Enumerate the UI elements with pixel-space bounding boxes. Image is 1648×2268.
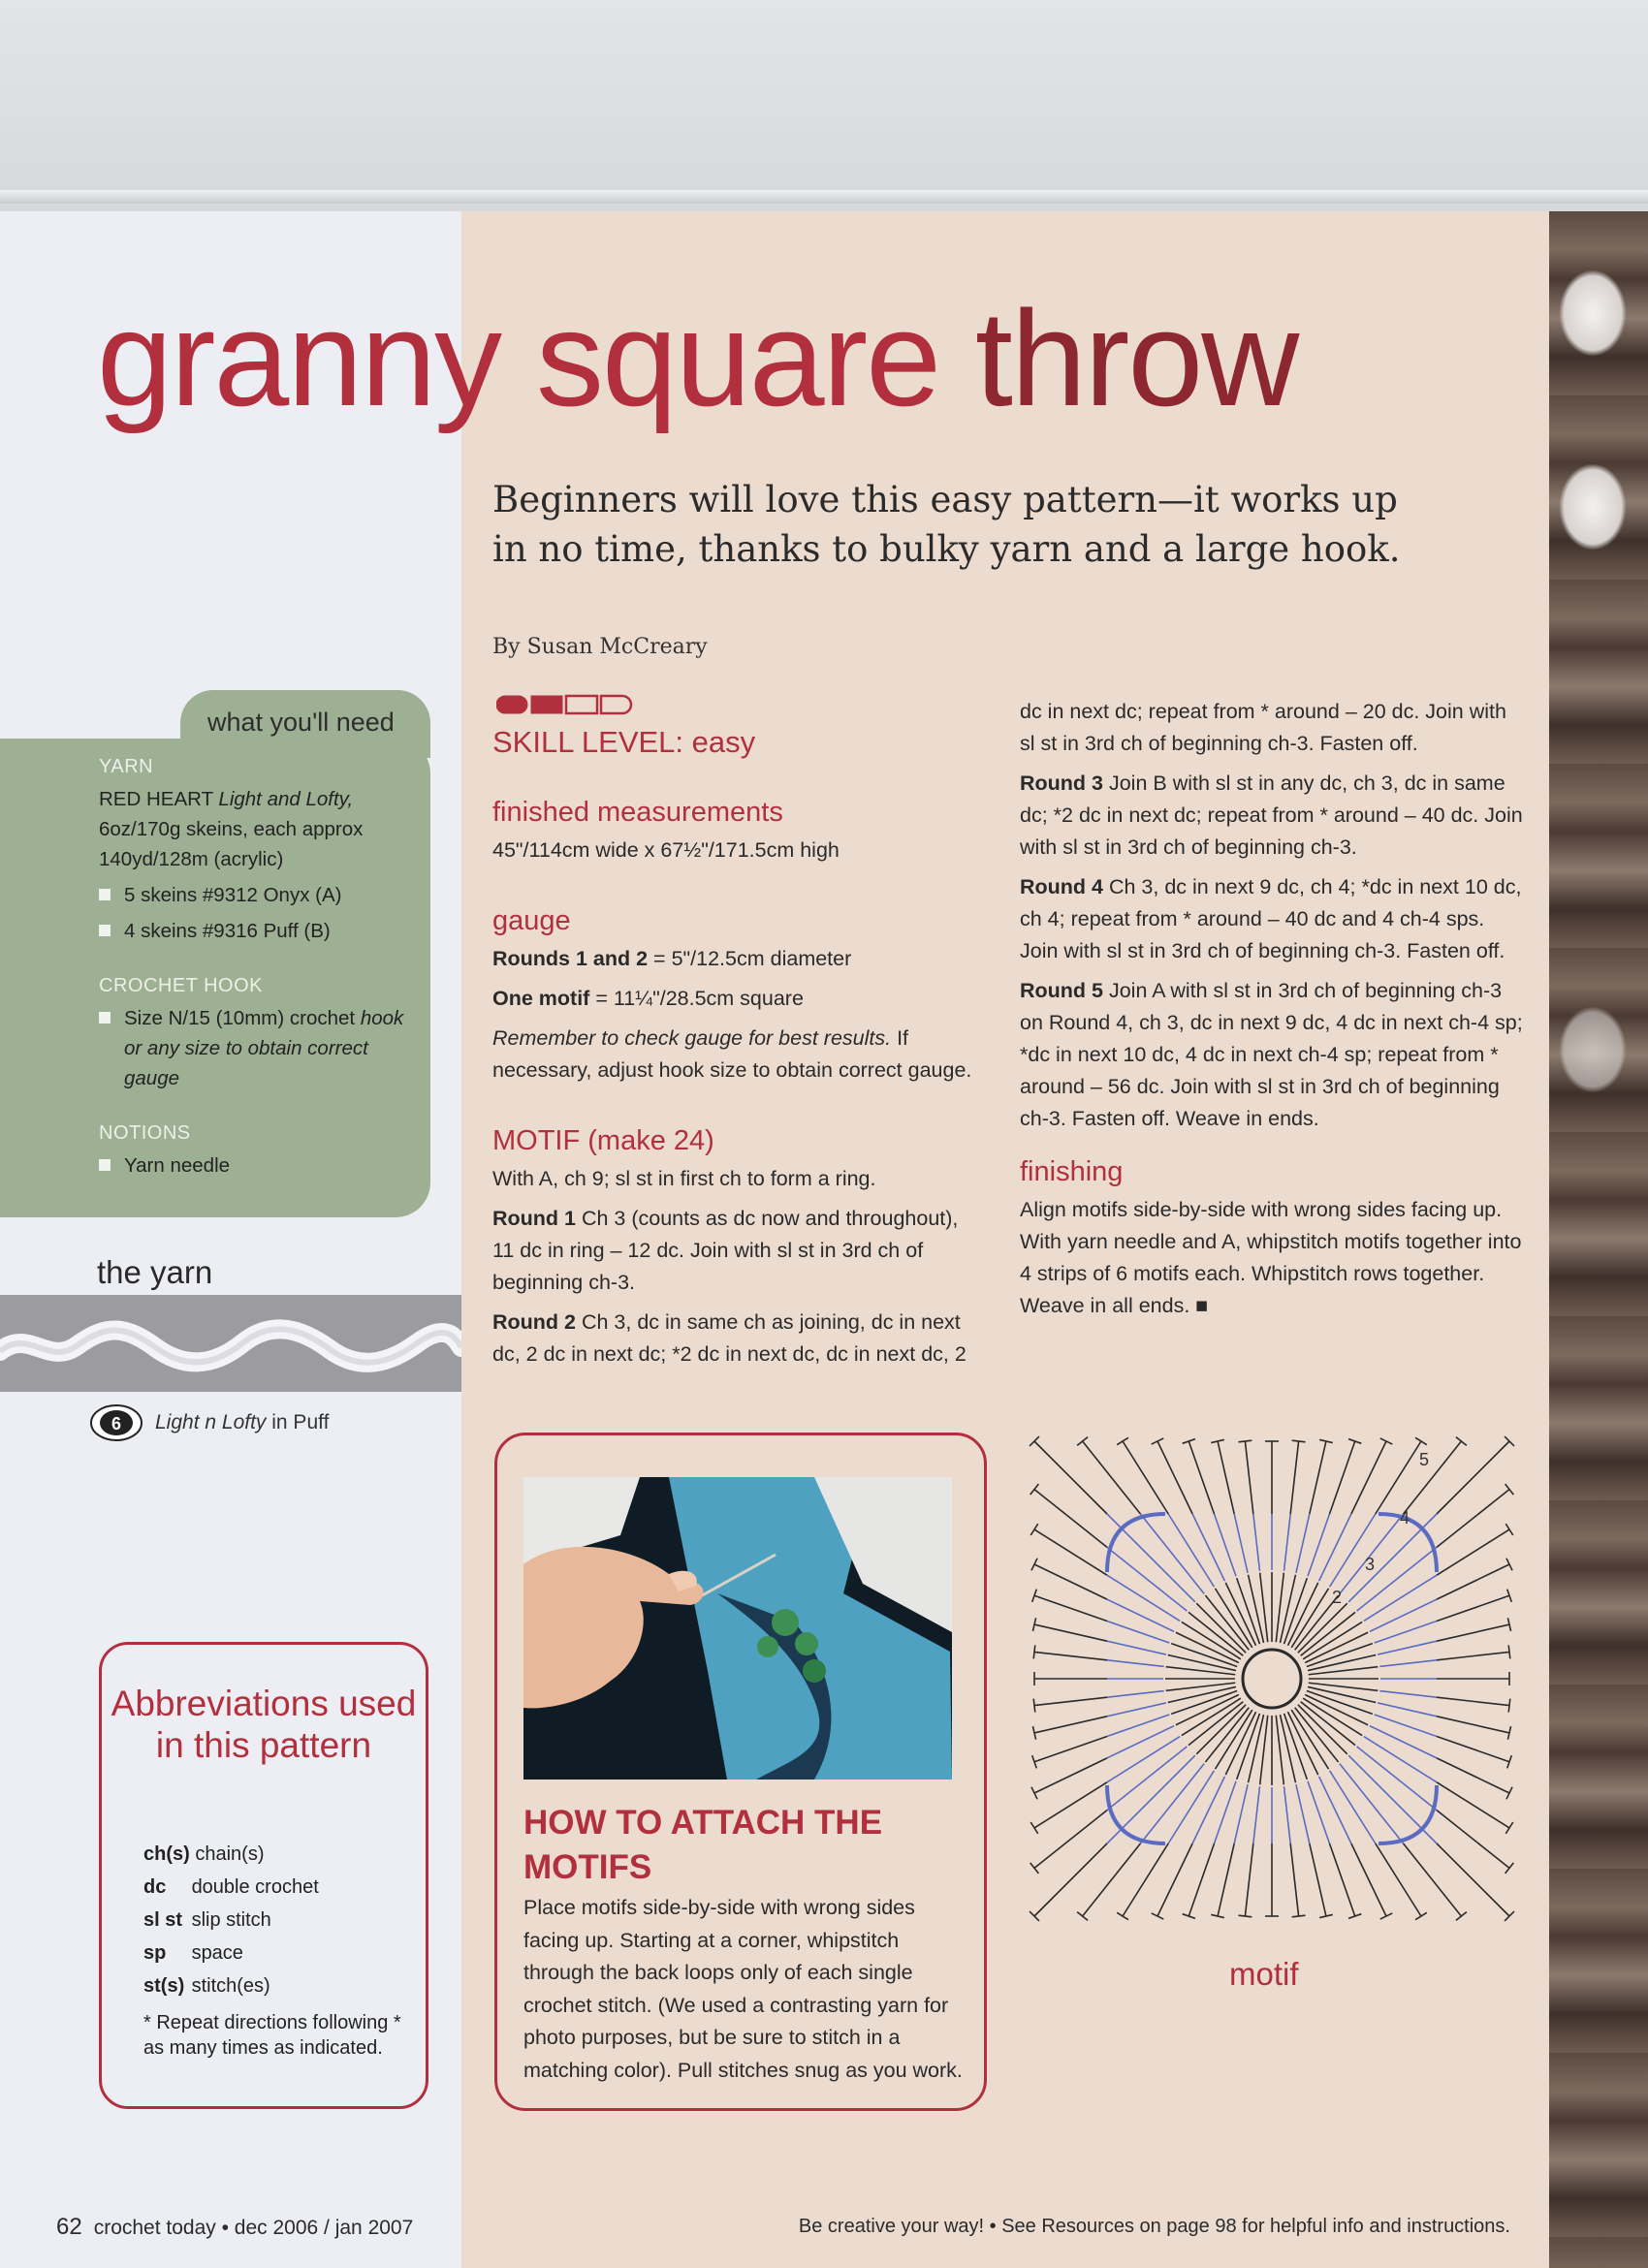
side-photo-strip xyxy=(1549,211,1648,2268)
instructions-column-1 xyxy=(492,797,985,1378)
stitch-symbol xyxy=(1168,1514,1214,1587)
stitch-symbol xyxy=(1329,1843,1354,1916)
stitch-symbol xyxy=(1329,1441,1354,1514)
stitch-symbol xyxy=(1437,1736,1509,1761)
stitch-symbol xyxy=(1505,1863,1514,1874)
blossom-shape xyxy=(1559,463,1627,551)
checkbox-icon xyxy=(99,925,111,936)
notions-heading: NOTIONS xyxy=(99,1122,191,1144)
how-to-photo xyxy=(523,1477,952,1780)
stitch-symbol xyxy=(1034,1717,1107,1733)
gauge-motif-label: One motif xyxy=(492,987,590,1010)
stitch-symbol xyxy=(1370,1726,1437,1758)
stitch-symbol xyxy=(1188,1843,1214,1916)
instructions-column-2 xyxy=(1020,696,1524,1330)
footer-left xyxy=(56,2214,413,2241)
gauge-note-text: If necessary, adjust hook size to obtain correct gauge. xyxy=(492,1026,972,1082)
stitch-symbol xyxy=(1218,1843,1234,1916)
stitch-symbol xyxy=(1437,1624,1509,1641)
motif-intro: With A, ch 9; sl st in first ch to form a ring. xyxy=(492,1167,876,1190)
stitch-symbol xyxy=(1437,1490,1509,1548)
stitch-symbol xyxy=(1034,1595,1107,1621)
stitch-symbol xyxy=(1107,1660,1164,1667)
stitch-symbol xyxy=(1077,1437,1088,1446)
round-label: Round 4 xyxy=(1020,875,1103,898)
byline: By Susan McCreary xyxy=(492,635,708,659)
stitch-symbol xyxy=(1030,1484,1039,1495)
stitch-symbol xyxy=(1292,1915,1306,1917)
stitch-symbol xyxy=(1505,1822,1512,1834)
round-text: Join B with sl st in any dc, ch 3, dc in same dc; *2 dc in next dc; repeat from * around – 40 dc. Join with sl st in 3rd ch of beginning ch-3. xyxy=(1020,772,1523,859)
page-number: 62 xyxy=(56,2214,82,2240)
hook-alt: hook or any size to obtain correct gauge xyxy=(124,1007,404,1089)
gauge-motif-text: = 11¼"/28.5cm square xyxy=(589,987,804,1010)
round-label: Round 1 xyxy=(492,1207,576,1230)
stitch-symbol xyxy=(1034,1441,1107,1514)
stitch-symbol xyxy=(1034,1782,1107,1828)
round-1 xyxy=(492,1203,985,1299)
yarn-item xyxy=(99,916,419,946)
yarn-item-text: 5 skeins #9312 Onyx (A) xyxy=(124,884,342,906)
stitch-symbol xyxy=(1437,1595,1509,1621)
stitch-symbol xyxy=(1330,1514,1376,1587)
abbreviation-definition: stitch(es) xyxy=(191,1975,270,1997)
stitch-symbol xyxy=(1437,1811,1509,1869)
abbreviation-term: st(s) xyxy=(143,1975,185,1997)
stitch-symbol xyxy=(1034,1652,1107,1659)
motif-caption: motif xyxy=(1229,1956,1299,1992)
checkbox-icon xyxy=(99,1012,111,1024)
hook-item xyxy=(99,1003,419,1093)
abbreviation-term: ch(s) xyxy=(143,1843,190,1865)
stitch-symbol xyxy=(1117,1437,1128,1444)
finishing-text: Align motifs side-by-side with wrong sides facing up. With yarn needle and A, whipstitch motifs together into 4 strips of 6 motifs each. Whipstitch rows together. Weave in all ends. ■ xyxy=(1020,1198,1522,1317)
stitch-symbol xyxy=(1437,1441,1509,1514)
stitch-symbol xyxy=(1077,1912,1088,1921)
stitch-symbol xyxy=(1034,1758,1107,1793)
round-2-continued: dc in next dc; repeat from * around – 20 dc. Join with sl st in 3rd ch of beginning ch-3. Fasten off. xyxy=(1020,700,1506,755)
stitch-symbol xyxy=(1107,1737,1180,1782)
round-number-label: 3 xyxy=(1365,1555,1376,1574)
stitch-symbol xyxy=(1319,1514,1351,1581)
round-number-label: 4 xyxy=(1400,1508,1410,1528)
stitch-symbol xyxy=(1376,1441,1421,1514)
abbreviation-row xyxy=(143,1969,425,2002)
stitch-symbol xyxy=(1364,1575,1437,1621)
gauge-heading: gauge xyxy=(492,905,571,936)
stitch-symbol xyxy=(1234,1784,1248,1843)
intro-text: Beginners will love this easy pattern—it works up in no time, thanks to bulky yarn and a large hook. xyxy=(492,479,1401,570)
stitch-symbol xyxy=(1351,1843,1386,1916)
stitch-symbol xyxy=(1253,1786,1260,1843)
stitch-symbol xyxy=(1031,1559,1037,1571)
stitch-symbol xyxy=(1319,1777,1351,1843)
page-title xyxy=(97,282,1298,434)
motif-stitch-symbols xyxy=(1030,1436,1514,1921)
round-label: Round 3 xyxy=(1020,772,1103,795)
abbreviation-definition: chain(s) xyxy=(195,1843,265,1865)
finished-heading: finished measurements xyxy=(492,797,783,828)
abbreviation-term: sl st xyxy=(143,1909,183,1931)
stitch-symbol xyxy=(1034,1529,1107,1575)
abbreviation-note: * Repeat directions following * as many times as indicated. xyxy=(143,2012,401,2059)
gauge-rounds-label: Rounds 1 and 2 xyxy=(492,947,649,970)
stitch-symbol xyxy=(1376,1843,1421,1916)
yarn-brand: RED HEART xyxy=(99,788,213,810)
stitch-symbol xyxy=(1188,1441,1214,1514)
skill-pip xyxy=(601,696,631,713)
yarn-caption-color: in Puff xyxy=(266,1411,330,1433)
stitch-symbol xyxy=(1437,1697,1509,1705)
stitch-symbol xyxy=(1245,1843,1252,1916)
stitch-symbol xyxy=(1284,1514,1291,1571)
stitch-symbol xyxy=(1157,1843,1192,1916)
stitch-symbol xyxy=(1310,1843,1326,1916)
stitch-symbol xyxy=(1034,1624,1107,1641)
stitch-symbol xyxy=(1456,1437,1467,1446)
stitch-symbol xyxy=(1292,1440,1306,1442)
stitch-symbol xyxy=(1030,1524,1037,1535)
stitch-symbol xyxy=(1157,1441,1192,1514)
gauge-rounds xyxy=(492,943,985,975)
motif-center-ring xyxy=(1243,1650,1301,1708)
round-text: Ch 3 (counts as dc now and throughout), 11 dc in ring – 12 dc. Join with sl st in 3rd ch of beginning ch-3. xyxy=(492,1207,959,1294)
stitch-symbol xyxy=(1505,1524,1512,1535)
stitch-symbol xyxy=(1192,1777,1224,1843)
abbreviation-row xyxy=(143,1904,425,1937)
abbreviation-definition: double crochet xyxy=(191,1876,319,1898)
gauge-rounds-text: = 5"/12.5cm diameter xyxy=(648,947,852,970)
gauge-motif xyxy=(492,983,985,1015)
stitch-symbol xyxy=(1437,1843,1509,1916)
stitch-symbol xyxy=(1034,1490,1107,1548)
stitch-symbol xyxy=(1437,1652,1509,1659)
stitch-symbol xyxy=(1083,1441,1141,1514)
stitch-symbol xyxy=(1296,1514,1310,1573)
title-word: throw xyxy=(974,282,1298,434)
yarn-caption-name: Light n Lofty xyxy=(155,1411,267,1433)
hook-size: Size N/15 (10mm) crochet xyxy=(124,1007,356,1029)
blossom-shape xyxy=(1559,269,1627,357)
page-fold xyxy=(0,190,1648,204)
yarn-weight-icon xyxy=(89,1403,143,1442)
stitch-symbol xyxy=(1379,1660,1437,1667)
stitch-symbol xyxy=(1508,1699,1510,1713)
stitch-symbol xyxy=(1404,1843,1462,1916)
whipstitch-photo-illustration xyxy=(523,1477,952,1780)
stitch-symbol xyxy=(1107,1703,1166,1717)
stitch-symbol xyxy=(1123,1441,1168,1514)
stitch-symbol xyxy=(1083,1843,1141,1916)
round-2 xyxy=(492,1307,985,1370)
stitch-symbol xyxy=(1284,1786,1291,1843)
round-3 xyxy=(1020,768,1524,864)
stitch-symbol xyxy=(1107,1691,1164,1698)
stitch-symbol xyxy=(1033,1699,1035,1713)
yarn-item-text: 4 skeins #9316 Puff (B) xyxy=(124,920,331,942)
abbreviation-row xyxy=(143,1871,425,1904)
stitch-symbol xyxy=(1378,1703,1437,1717)
skill-pip xyxy=(496,696,527,713)
motif-diagram xyxy=(1020,1425,1524,1948)
stitch-symbol xyxy=(1030,1822,1037,1834)
stitch-symbol xyxy=(1404,1441,1462,1514)
stitch-symbol xyxy=(1310,1441,1326,1514)
checkbox-icon xyxy=(99,1159,111,1171)
round-number-label: 5 xyxy=(1419,1450,1430,1469)
round-4 xyxy=(1020,871,1524,967)
stitch-symbol xyxy=(1505,1484,1514,1495)
title-word: granny xyxy=(97,282,501,434)
abbreviation-row xyxy=(143,1937,425,1969)
stitch-symbol xyxy=(1234,1514,1248,1573)
motif-heading: MOTIF (make 24) xyxy=(492,1125,714,1156)
stitch-symbol xyxy=(1152,1438,1164,1444)
yarn-weight-number: 6 xyxy=(111,1414,122,1433)
how-to-text: Place motifs side-by-side with wrong sides facing up. Starting at a corner, whipstitch through the back loops only of each single crochet stitch. (We used a contrasting yarn for photo purposes, but be sure to stitch in a matching color). Pull stitches snug as you work. xyxy=(523,1896,963,2082)
abbreviation-term: sp xyxy=(143,1942,167,1964)
stitch-symbol xyxy=(1378,1641,1437,1654)
stitch-symbol xyxy=(1107,1726,1174,1758)
hook-heading: CROCHET HOOK xyxy=(99,975,263,996)
round-text: Ch 3, dc in same ch as joining, dc in next dc, 2 dc in next dc; *2 dc in next dc, dc in next dc, 2 xyxy=(492,1310,967,1366)
stitch-symbol xyxy=(1238,1915,1252,1917)
blossom-shape xyxy=(1559,1006,1627,1093)
abbreviations-list xyxy=(143,1838,425,2061)
stitch-symbol xyxy=(1437,1529,1509,1575)
yarn-strand-image xyxy=(0,1318,461,1376)
stitch-symbol xyxy=(1218,1441,1234,1514)
stitch-symbol xyxy=(1253,1514,1260,1571)
stitch-symbol xyxy=(1380,1913,1393,1919)
stitch-symbol xyxy=(1034,1697,1107,1705)
skill-pip xyxy=(566,696,597,713)
stitch-symbol xyxy=(1168,1771,1214,1843)
stitch-symbol xyxy=(1379,1691,1437,1698)
stitch-symbol xyxy=(1364,1737,1437,1782)
yarn-name: Light and Lofty, xyxy=(218,788,354,810)
stitch-symbol xyxy=(1508,1645,1510,1658)
stitch-symbol xyxy=(1245,1441,1252,1514)
stitch-symbol xyxy=(1415,1912,1427,1919)
stitch-symbol xyxy=(1330,1771,1376,1843)
stitch-symbol xyxy=(1034,1811,1107,1869)
stitch-symbol xyxy=(1030,1863,1039,1874)
title-word: square xyxy=(535,282,940,434)
scanner-background xyxy=(0,0,1648,211)
gauge-note xyxy=(492,1023,985,1087)
stitch-symbol xyxy=(1437,1758,1509,1793)
stitch-symbol xyxy=(1437,1782,1509,1828)
stitch-symbol xyxy=(1296,1784,1310,1843)
finished-text: 45"/114cm wide x 67½"/171.5cm high xyxy=(492,838,840,862)
abbreviations-title: Abbreviations used in this pattern xyxy=(111,1684,417,1765)
notions-item xyxy=(99,1150,419,1181)
magazine-issue: crochet today • dec 2006 / jan 2007 xyxy=(93,2217,414,2239)
notions-text: Yarn needle xyxy=(124,1154,231,1177)
abbreviation-definition: slip stitch xyxy=(191,1909,271,1931)
stitch-symbol xyxy=(1290,1441,1298,1514)
stitch-symbol xyxy=(1031,1787,1037,1800)
round-label: Round 2 xyxy=(492,1310,576,1334)
yarn-heading: YARN xyxy=(99,756,154,777)
yarn-description xyxy=(99,784,419,874)
footer-right: Be creative your way! • See Resources on page 98 for helpful info and instructions. xyxy=(798,2216,1510,2237)
stitch-symbol xyxy=(1034,1843,1107,1916)
stitch-symbol xyxy=(1123,1843,1168,1916)
skill-level-label: SKILL LEVEL: easy xyxy=(492,725,756,759)
abbreviation-row xyxy=(143,1838,425,1871)
round-5 xyxy=(1020,975,1524,1135)
stitch-symbol xyxy=(1107,1641,1166,1654)
stitch-symbol xyxy=(1437,1717,1509,1733)
materials-list xyxy=(99,756,419,1186)
stitch-symbol xyxy=(1351,1441,1386,1514)
stitch-symbol xyxy=(1380,1438,1393,1444)
round-label: Round 5 xyxy=(1020,979,1103,1002)
skill-level-icon xyxy=(496,694,642,717)
stitch-symbol xyxy=(1370,1599,1437,1631)
stitch-symbol xyxy=(1456,1912,1467,1921)
stitch-symbol xyxy=(1415,1437,1427,1444)
stitch-symbol xyxy=(1437,1564,1509,1599)
yarn-caption xyxy=(155,1411,329,1434)
yarn-section-label: the yarn xyxy=(97,1254,213,1290)
round-number-label: 2 xyxy=(1332,1588,1343,1607)
stitch-symbol xyxy=(1034,1564,1107,1599)
checkbox-icon xyxy=(99,889,111,900)
stitch-symbol xyxy=(1034,1736,1107,1761)
round-text: Join A with sl st in 3rd ch of beginning ch-3 on Round 4, ch 3, dc in next 9 dc, 4 dc in next ch-4 sp; *dc in next 10 dc, 4 dc in next ch-4 sp; repeat from * around – 56 dc. Join with sl st in 3rd ch of beginning ch-3. Fasten off. Weave in ends. xyxy=(1020,979,1523,1130)
stitch-symbol xyxy=(1192,1514,1224,1581)
abbreviation-term: dc xyxy=(143,1876,167,1898)
abbreviation-definition: space xyxy=(191,1942,243,1964)
stitch-symbol xyxy=(1506,1787,1512,1800)
finishing-heading: finishing xyxy=(1020,1156,1124,1187)
round-text: Ch 3, dc in next 9 dc, ch 4; *dc in next 10 dc, ch 4; repeat from * around – 40 dc and 4 ch-4 sps. Join with sl st in 3rd ch of beginning ch-3. Fasten off. xyxy=(1020,875,1522,962)
yarn-item xyxy=(99,880,419,910)
how-to-title: HOW TO ATTACH THE MOTIFS xyxy=(523,1804,883,1886)
stitch-symbol xyxy=(1033,1645,1035,1658)
stitch-symbol xyxy=(1117,1912,1128,1919)
yarn-spec: 6oz/170g skeins, each approx 140yd/128m (acrylic) xyxy=(99,818,364,870)
skill-pip xyxy=(531,696,562,713)
stitch-symbol xyxy=(1107,1599,1174,1631)
stitch-symbol xyxy=(1152,1913,1164,1919)
stitch-symbol xyxy=(1506,1559,1512,1571)
stitch-symbol xyxy=(1238,1440,1252,1442)
gauge-note-italic: Remember to check gauge for best results. xyxy=(492,1026,892,1050)
stitch-symbol xyxy=(1107,1575,1180,1621)
stitch-symbol xyxy=(1290,1843,1298,1916)
materials-title: what you'll need xyxy=(207,708,395,737)
